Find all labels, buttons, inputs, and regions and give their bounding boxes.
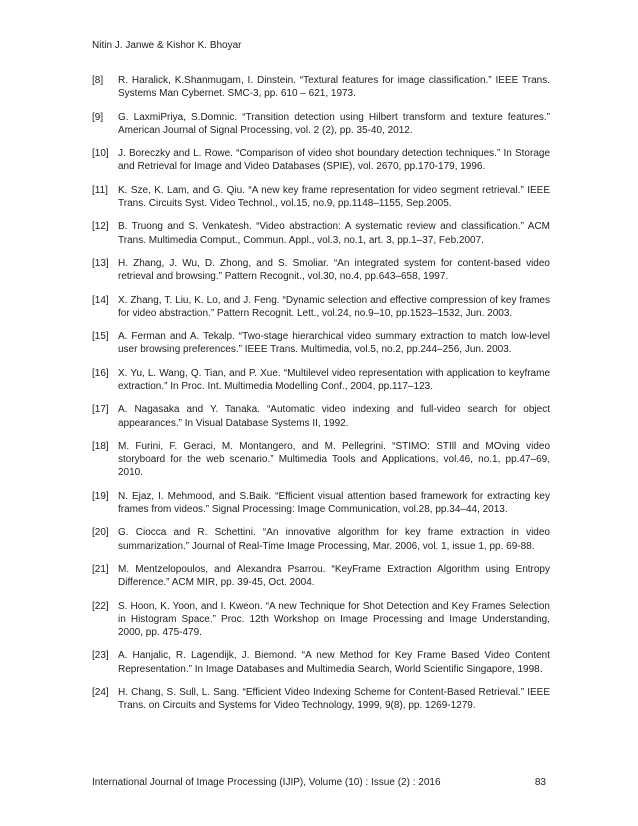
reference-item (92, 686, 550, 712)
reference-item (92, 147, 550, 173)
reference-number: [17] (92, 404, 109, 416)
reference-item (92, 294, 550, 320)
reference-item (92, 184, 550, 210)
reference-item (92, 111, 550, 137)
reference-number: [13] (92, 257, 109, 269)
reference-text: N. Ejaz, I. Mehmood, and S.Baik. “Efficient visual attention based framework for extracting key frames from videos.” Signal Processing: Image Communication, vol.28, pp.34–44, 2013. (118, 490, 550, 515)
reference-number: [24] (92, 686, 109, 698)
reference-text: K. Sze, K. Lam, and G. Qiu. “A new key frame representation for video segment retrieval.” IEEE Trans. Circuits Syst. Video Technol., vol.15, no.9, pp.1148–1155, Sep.2005. (118, 184, 550, 209)
reference-text: X. Yu, L. Wang, Q. Tian, and P. Xue. “Multilevel video representation with application to keyframe extraction.” In Proc. Int. Multimedia Modelling Conf., 2004, pp.117–123. (118, 367, 550, 392)
footer-journal-citation: International Journal of Image Processing (IJIP), Volume (10) : Issue (2) : 2016 (92, 777, 441, 788)
reference-text: A. Nagasaka and Y. Tanaka. “Automatic video indexing and full-video search for object appearances.” In Visual Database Systems II, 1992. (118, 404, 550, 429)
reference-item (92, 490, 550, 516)
reference-item (92, 563, 550, 589)
reference-item (92, 526, 550, 552)
reference-text: M. Mentzelopoulos, and Alexandra Psarrou. “KeyFrame Extraction Algorithm using Entropy Difference.” ACM MIR, pp. 39-45, Oct. 2004. (118, 563, 550, 589)
reference-number: [15] (92, 331, 109, 343)
reference-number: [11] (92, 184, 108, 196)
page-number: 83 (534, 777, 546, 788)
reference-item (92, 649, 550, 675)
reference-number: [12] (92, 221, 109, 233)
reference-item (92, 74, 550, 100)
reference-text: J. Boreczky and L. Rowe. “Comparison of video shot boundary detection techniques.” In Storage and Retrieval for Image and Video Databases (SPIE), vol. 2670, pp.170-179, 1996. (118, 148, 550, 173)
reference-list (92, 74, 550, 723)
reference-text: H. Zhang, J. Wu, D. Zhong, and S. Smoliar. “An integrated system for content-based video retrieval and browsing.” Pattern Recognit., vol.30, no.4, pp.643–658, 1997. (118, 257, 550, 283)
reference-text: A. Hanjalic, R. Lagendijk, J. Biemond. “A new Method for Key Frame Based Video Content Representation.” In Image Databases and Multimedia Search, World Scientific Singapore, 1998. (118, 650, 550, 675)
reference-number: [14] (92, 294, 109, 306)
reference-number: [22] (92, 600, 109, 612)
reference-text: B. Truong and S. Venkatesh. “Video abstraction: A systematic review and classification.” ACM Trans. Multimedia Comput., Commun. Appl., vol.3, no.1, art. 3, pp.1–37, Feb.2007. (118, 221, 550, 246)
reference-number: [21] (92, 563, 109, 575)
reference-item (92, 600, 550, 640)
reference-item (92, 440, 550, 480)
reference-text: A. Ferman and A. Tekalp. “Two-stage hierarchical video summary extraction to match low-level user browsing preferences.” IEEE Trans. Multimedia, vol.5, no.2, pp.244–256, Jun. 2003. (118, 331, 550, 356)
reference-text: R. Haralick, K.Shanmugam, I. Dinstein. “Textural features for image classification.” IEEE Trans. Systems Man Cybernet. SMC-3, pp. 610 – 621, 1973. (118, 75, 550, 100)
reference-number: [16] (92, 367, 109, 379)
reference-number: [18] (92, 440, 109, 452)
reference-number: [20] (92, 527, 109, 539)
reference-number: [23] (92, 650, 109, 662)
reference-item (92, 220, 550, 246)
reference-number: [8] (92, 75, 104, 86)
reference-item (92, 403, 550, 429)
reference-text: X. Zhang, T. Liu, K. Lo, and J. Feng. “Dynamic selection and effective compression of key frames for video abstraction.” Pattern Recognit. Lett., vol.24, no.9–10, pp.1523–1532, Jun. 2003. (118, 294, 550, 319)
reference-text: M. Furini, F. Geraci, M. Montangero, and M. Pellegrini. “STIMO: STIll and MOving video storyboard for the web scenario.” Multimedia Tools and Applications, vol.46, no.1, pp.47–69, 2010. (118, 440, 550, 479)
reference-number: [9] (92, 111, 104, 123)
reference-item (92, 330, 550, 356)
reference-text: H. Chang, S. Sull, L. Sang. “Efficient Video Indexing Scheme for Content-Based Retrieval.” IEEE Trans. on Circuits and Systems for Video Technology, 1999, 9(8), pp. 1269-1279. (118, 686, 550, 712)
reference-text: S. Hoon, K. Yoon, and I. Kweon. “A new Technique for Shot Detection and Key Frames Selection in Histogram Space.” Proc. 12th Workshop on Image Processing and Image Understanding, 2000, pp. 475-479. (118, 600, 550, 638)
reference-item (92, 367, 550, 393)
reference-number: [10] (92, 148, 109, 160)
running-header: Nitin J. Janwe & Kishor K. Bhoyar (92, 40, 242, 51)
reference-text: G. LaxmiPriya, S.Domnic. “Transition detection using Hilbert transform and texture features.” American Journal of Signal Processing, vol. 2 (2), pp. 35-40, 2012. (118, 111, 550, 136)
reference-number: [19] (92, 490, 109, 502)
reference-item (92, 257, 550, 283)
reference-text: G. Ciocca and R. Schettini. “An innovative algorithm for key frame extraction in video summarization.” Journal of Real-Time Image Processing, Mar. 2006, vol. 1, issue 1, pp. 69-88. (118, 527, 550, 552)
